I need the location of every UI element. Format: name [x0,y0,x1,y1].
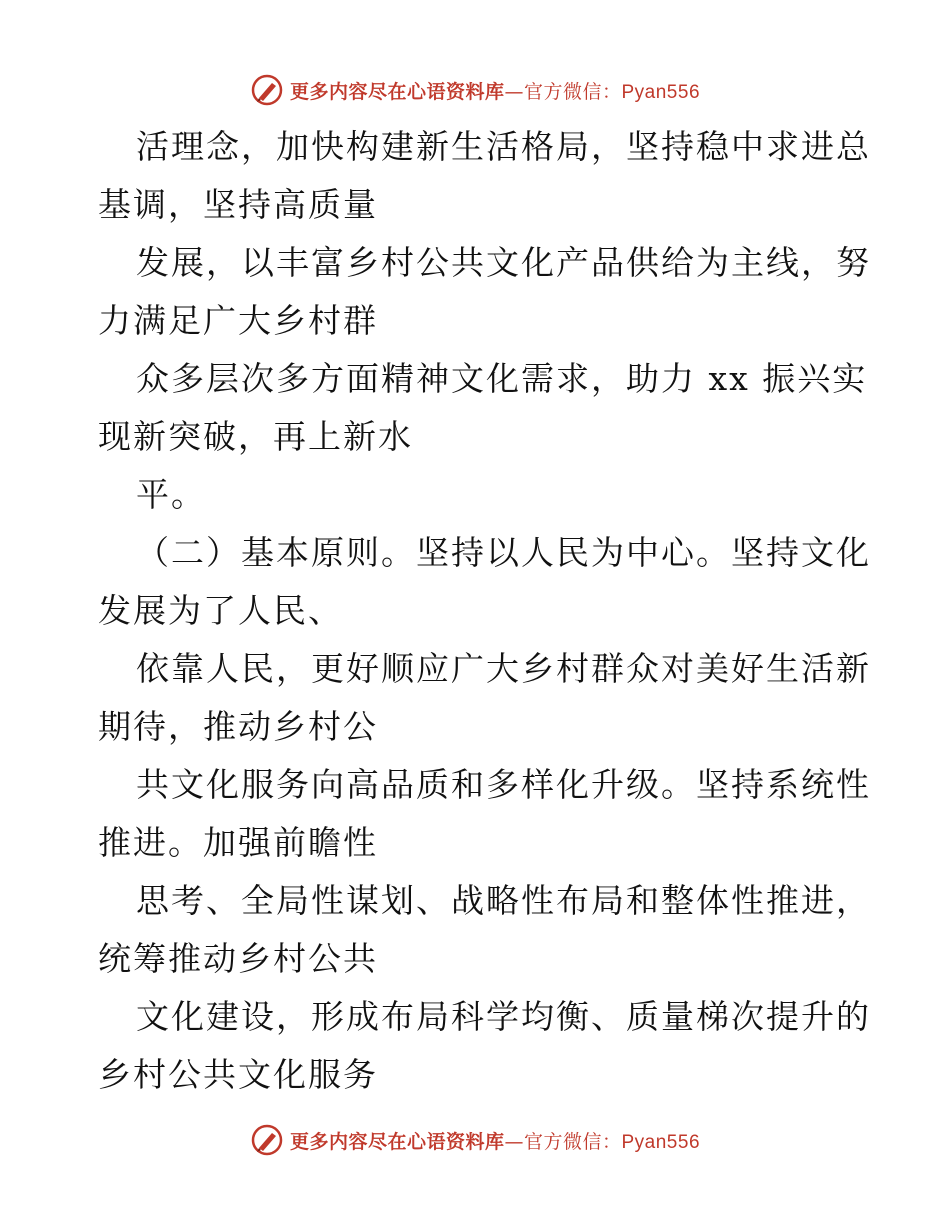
text-line: （二）基本原则。坚持以人民为中心。坚持文化 [136,533,871,572]
text-line: 期待，推动乡村公 [98,707,378,746]
watermark-separator: — [504,1130,524,1153]
text-line: 现新突破，再上新水 [98,417,413,456]
watermark-wechat-id: Pyan556 [621,1131,701,1153]
text-line: 推进。加强前瞻性 [98,823,378,862]
watermark-wechat-label: 官方微信： [523,80,622,103]
text-line: 依靠人民，更好顺应广大乡村群众对美好生活新 [136,649,871,688]
text-line: 发展，以丰富乡村公共文化产品供给为主线，努 [136,243,871,282]
text-line: 力满足广大乡村群 [98,301,378,340]
text-line: 众多层次多方面精神文化需求，助力 xx 振兴实 [136,359,868,398]
text-line: 共文化服务向高品质和多样化升级。坚持系统性 [136,765,871,804]
text-line: 文化建设，形成布局科学均衡、质量梯次提升的 [136,997,871,1036]
watermark-main: 更多内容尽在心语资料库 [289,1130,505,1153]
header-watermark [0,70,950,110]
text-line: 乡村公共文化服务 [98,1055,378,1094]
watermark-text [290,77,700,104]
watermark-text [290,1127,700,1154]
text-line: 活理念，加快构建新生活格局，坚持稳中求进总 [136,127,871,166]
text-line: 统筹推动乡村公共 [98,939,378,978]
text-line: 平。 [136,475,206,514]
pen-logo-icon [250,73,284,107]
text-line: 思考、全局性谋划、战略性布局和整体性推进， [136,881,871,920]
watermark-main: 更多内容尽在心语资料库 [289,80,505,103]
watermark-wechat-label: 官方微信： [523,1130,622,1153]
pen-logo-icon [250,1123,284,1157]
text-line: 发展为了人民、 [98,591,343,630]
text-line: 基调，坚持高质量 [98,185,378,224]
watermark-separator: — [504,80,524,103]
document-body [98,118,871,1104]
footer-watermark [0,1120,950,1160]
watermark-inner [250,73,700,107]
watermark-wechat-id: Pyan556 [621,81,701,103]
watermark-inner [250,1123,700,1157]
